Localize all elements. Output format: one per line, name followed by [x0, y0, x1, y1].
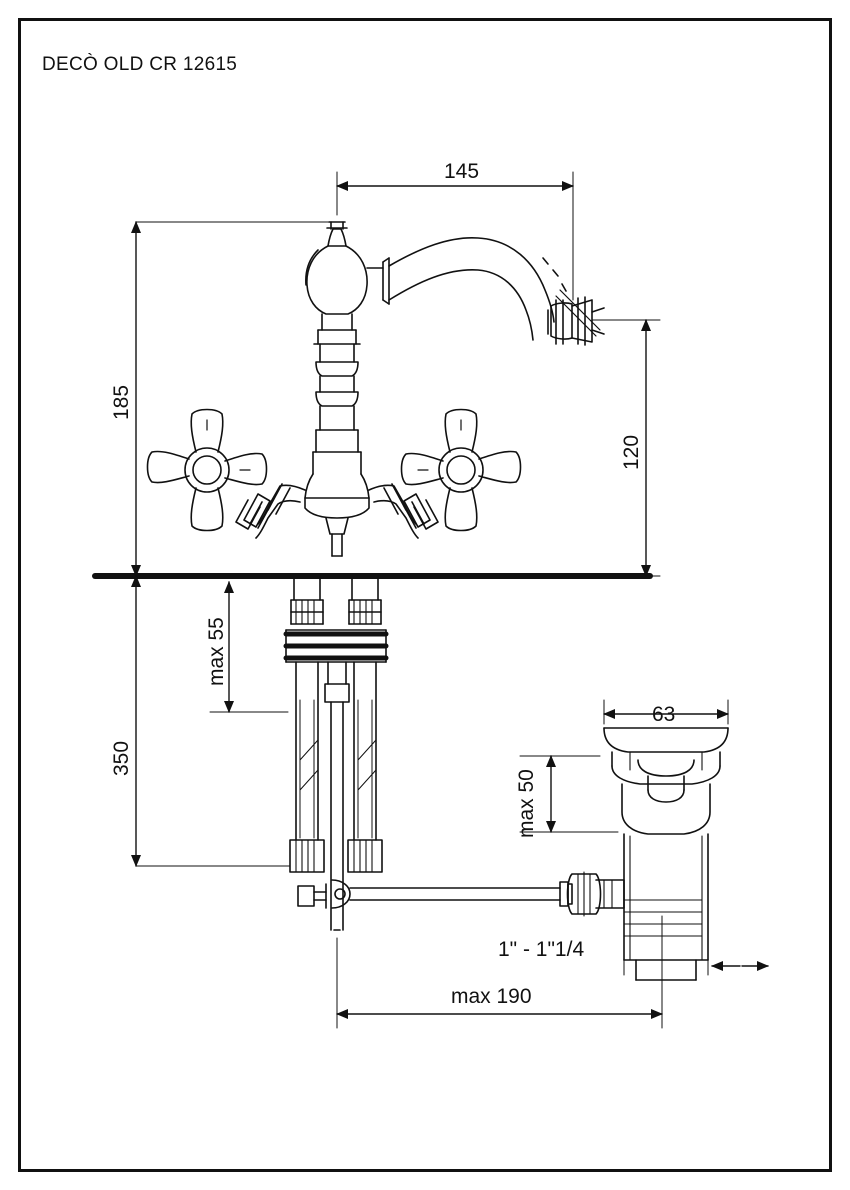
dimension-label-max-190: max 190	[451, 985, 532, 1008]
dimension-label-max-55: max 55	[205, 617, 228, 686]
dimension-label-185: 185	[110, 384, 133, 420]
dimension-label-max-50: max 50	[515, 769, 538, 838]
dimension-label-thread-size: 1" - 1"1/4	[498, 938, 585, 961]
dimension-label-145: 145	[444, 160, 480, 183]
dimension-label-63: 63	[652, 703, 676, 726]
page-title: DECÒ OLD CR 12615	[42, 54, 238, 75]
dimension-label-120: 120	[620, 434, 643, 470]
dimension-label-350: 350	[110, 740, 133, 776]
